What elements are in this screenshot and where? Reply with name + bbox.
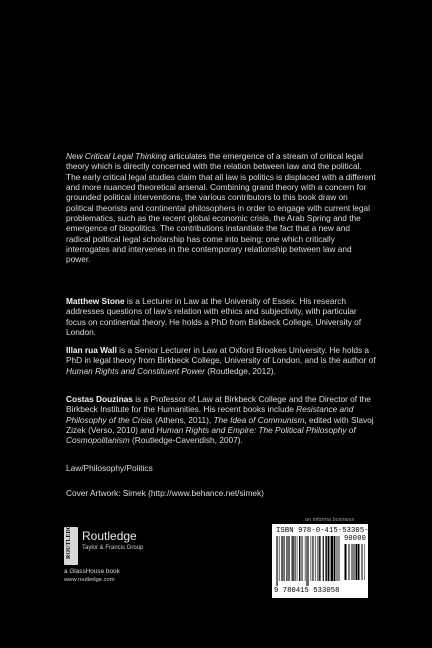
routledge-logo-text: ROUTLEDGE: [66, 520, 72, 559]
publisher-imprint: a GlassHouse book: [64, 568, 120, 575]
bio-douzinas-book-1: Resistance and Philosophy of the Crisis: [66, 404, 354, 425]
bio-costas-douzinas: [66, 394, 376, 446]
bio-douzinas-name: Costas Douzinas: [66, 394, 133, 404]
bio-wall-name: Illan rua Wall: [66, 345, 117, 355]
publisher-group: Taylor & Francis Group: [82, 545, 144, 551]
cover-artwork-credit: Cover Artwork: Simek (http://www.behance.net/simek): [66, 488, 264, 498]
bio-wall-text-2: (Routledge, 2012).: [204, 365, 276, 376]
informa-business-label: an informa business: [305, 517, 355, 523]
bio-douzinas-text-2: (Athens, 2011),: [152, 414, 214, 425]
bio-stone-text: is a Lecturer in Law at the University of Essex. His research addresses questions of law’s relation with ethics and subjectivity, with particular focus on continental theory. He holds a PhD from Birkbeck College, University of London.: [66, 296, 362, 338]
bio-illan-rua-wall: [66, 345, 376, 376]
isbn-barcode: [272, 524, 374, 598]
bio-douzinas-text-3: , edited with Slavoj Zizek (Verso, 2010) and: [66, 414, 374, 436]
bio-wall-text-1: is a Senior Lecturer in Law at Oxford Brookes University. He holds a PhD in legal theory from Birkbeck College, University of London, and is the author of: [66, 345, 376, 366]
subject-category: Law/Philosophy/Politics: [66, 463, 153, 473]
ean-barcode-bars: [276, 536, 340, 586]
bio-stone-name: Matthew Stone: [66, 296, 125, 306]
bio-douzinas-book-3: Human Rights and Empire: The Political Philosophy of Cosmopolitanism: [66, 425, 356, 446]
publisher-url: www.routledge.com: [64, 577, 115, 583]
isbn-number: ISBN 978-0-415-53305-8: [276, 527, 374, 535]
price-code: 90000: [344, 535, 367, 543]
bio-douzinas-book-2: The Idea of Communism: [213, 414, 305, 425]
bio-matthew-stone: [66, 296, 376, 337]
routledge-logo-icon: [64, 520, 78, 565]
bio-douzinas-text-1: is a Professor of Law at Birkbeck College and the Director of the Birkbeck Institute for the Humanities. His recent books include: [66, 394, 371, 415]
bio-wall-book-1: Human Rights and Constituent Power: [66, 365, 205, 376]
publisher-name: Routledge: [82, 529, 137, 543]
ean-digits: 9 780415 533058: [274, 587, 340, 595]
book-blurb: [66, 151, 376, 265]
price-barcode-bars: [344, 544, 365, 580]
blurb-book-title: New Critical Legal Thinking: [66, 151, 167, 161]
blurb-text: articulates the emergence of a stream of critical legal theory which is directly concerned with the relation between law and the political. The early critical legal studies claim that all law is politics is displaced with a different and more nuanced theoretical arsenal. Combining grand theory with a concern for grounded political interventions, the various contributors to this book draw on political theorists and continental philosophers in order to engage with current legal problematics, such as the recent global economic crisis, the Arab Spring and the emergence of biopolitics. The contributions instantiate the fact that a new and radical political legal scholarship has come into being: one which critically interrogates and intervenes in the contemporary relationship between law and power.: [66, 151, 376, 265]
bio-douzinas-text-4: (Routledge-Cavendish, 2007).: [129, 435, 243, 446]
publisher-block: [64, 520, 194, 595]
